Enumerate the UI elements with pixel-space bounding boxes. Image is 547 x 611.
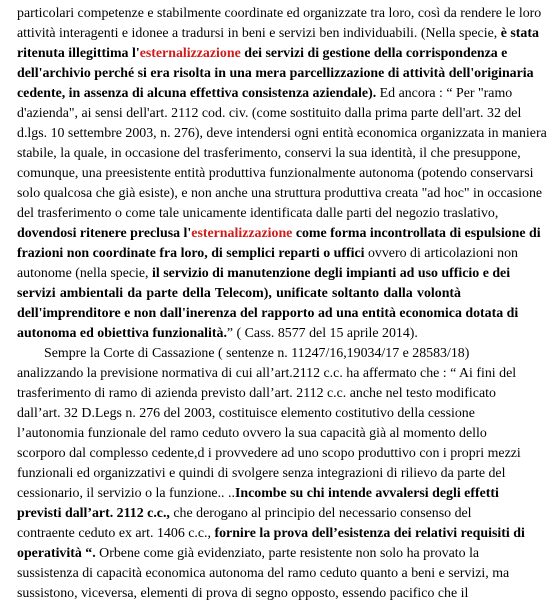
bold-text: dell'imprenditore e non dall'inerenza del rapporto ad una entità economica dotata di [17,306,519,321]
text-line [17,224,541,244]
text-run: d'azienda", ai sensi dell'art. 2112 cod. civ. (come sostituito dalla prima parte dell'art. 32 del [17,106,522,121]
text-line [17,524,525,544]
bold-text: operatività “. [17,546,96,561]
text-line [17,324,461,344]
bold-text: previsti dall’art. 2112 c.c., [17,506,170,521]
text-line [17,304,519,324]
text-run: scorporo dal complesso cedente,d i provvedere ad uno scopo produttivo con i propri mezzi [17,446,521,461]
text-line [17,104,522,124]
text-line [17,184,543,204]
text-run: particolari competenze e stabilmente coordinate ed organizzate tra loro, così da rendere le loro [17,6,542,21]
text-line [44,344,470,364]
text-run: Ed ancora : “ Per "ramo [376,86,513,101]
bold-text: cedente, in assenza di alcuna effettiva consistenza aziendale). [17,86,377,101]
text-run: dall’art. 32 D.Legs n. 276 del 2003, costituisce elemento costitutivo della cessione [17,406,475,421]
text-line [17,544,480,564]
text-line [17,204,499,224]
bold-text: è stata [500,26,539,41]
text-run: Sempre la Corte di Cassazione ( sentenze n. 11247/16,19034/17 e 28583/18) [44,346,470,361]
text-run: contraente ceduto ex art. 1406 c.c., [17,526,215,541]
bold-text: il servizio di manutenzione degli impianti ad uso ufficio e dei [152,266,511,281]
text-run: analizzando la previsione normativa di cui all’art.2112 c.c. ha affermato che : “ Ai fini del [17,366,517,381]
text-run: autonome (nella specie, [17,266,152,281]
text-line [17,124,547,144]
text-run: attività interagenti e idonee a tradursi in beni e servizi ben individuabili. (Nella specie, [17,26,501,41]
text-line [17,164,534,184]
text-run: solo qualcosa che già esiste), e non anche una struttura produttiva creata "ad hoc" in occasione [17,186,543,201]
text-run: ” ( Cass. 8577 del 15 aprile 2014). [226,326,418,341]
text-line [17,64,534,84]
text-run: d.lgs. 10 settembre 2003, n. 276), deve intendersi ogni entità economica organizzata in maniera [17,126,547,141]
text-line [17,484,499,504]
text-line [17,284,461,304]
text-line [17,364,517,384]
text-line [17,564,510,584]
text-line [17,384,496,404]
highlighted-term: esternalizzazione [191,226,293,241]
text-line [17,404,475,424]
text-run: trasferimento di ramo di azienda previsto dall’art. 2112 c.c. anche nel testo modificato [17,386,496,401]
text-line [17,464,506,484]
text-run: comunque, una preesistente entità produttiva funzionalmente autonoma (potendo conservarsi [17,166,534,181]
text-run: Orbene come già evidenziato, parte resistente non solo ha provato la [95,546,480,561]
text-line [17,264,511,284]
bold-text: come forma incontrollata di espulsione di [292,226,541,241]
text-line [17,504,472,524]
text-run: stabile, la quale, in occasione del trasferimento, conservi la sua identità, il che presuppone, [17,146,521,161]
text-line [17,144,521,164]
bold-text: dell'archivio perché si era risolta in una mera parcellizzazione di attività dell'originaria [17,66,534,81]
bold-text: frazioni non coordinate fra loro, di semplici reparti o uffici [17,246,365,261]
text-line [17,44,508,64]
bold-text: dovendosi ritenere preclusa l' [17,226,192,241]
bold-text: ritenuta illegittima l' [17,46,140,61]
text-run: cessionario, il servizio o la funzione.. .. [17,486,235,501]
text-run: sussistono, viceversa, elementi di prova di segno opposto, essendo pacifico che il [17,586,469,601]
bold-text: dei servizi di gestione della corrispondenza e [240,46,508,61]
bold-text: fornire la prova dell’esistenza dei relativi requisiti di [214,526,525,541]
text-line [17,424,487,444]
text-run: funzionali ed organizzativi e quindi di svolgere senza integrazioni di rilievo da parte del [17,466,506,481]
bold-text: servizi ambientali da parte della Telecom), unificate soltanto dalla volontà [17,286,461,301]
text-line [17,24,539,44]
text-line [17,84,513,104]
bold-text: autonoma ed obiettiva funzionalità. [17,326,227,341]
text-line [17,444,521,464]
text-line [17,244,519,264]
text-run: del trasferimento o come tale unicamente identificata dalle parti del negozio traslativo, [17,206,499,221]
highlighted-term: esternalizzazione [139,46,241,61]
text-run: che derogano al principio del necessario consenso del [169,506,472,521]
bold-text: Incombe su chi intende avvalersi degli effetti [234,486,499,501]
text-run: sussistenza di capacità economica autonoma del ramo ceduto quanto a beni e servizi, ma [17,566,510,581]
text-line [17,4,542,24]
text-run: ovvero di articolazioni non [364,246,519,261]
text-run: l’autonomia funzionale del ramo ceduto ovvero la sua capacità già al momento dello [17,426,487,441]
text-line [17,584,469,604]
